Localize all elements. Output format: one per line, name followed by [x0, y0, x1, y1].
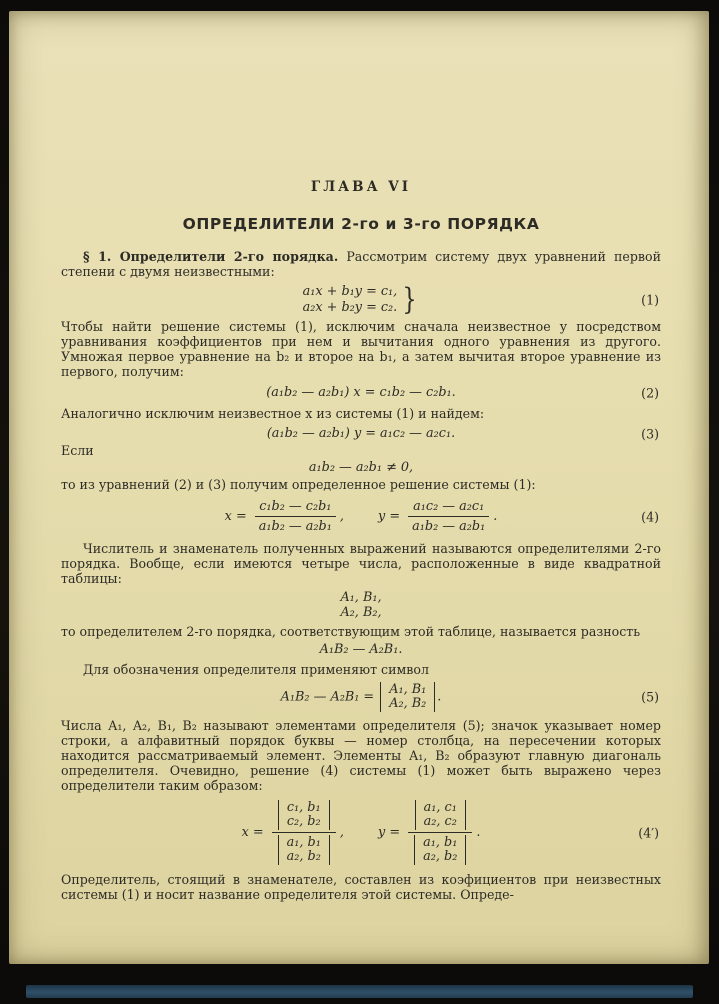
eq4p-y-den-row-1: a₁, b₁ [423, 835, 458, 850]
equation-3-body: (a₁b₂ — a₂b₁) y = a₁c₂ — a₂c₁. [266, 426, 456, 441]
system-brace: } [402, 281, 417, 317]
eq5-det-row-2: A₂, B₂ [389, 696, 427, 711]
page-title: ОПРЕДЕЛИТЕЛИ 2-го и 3-го ПОРЯДКА [182, 215, 540, 233]
paragraph-8: Для обозначения определителя применяют символ [83, 662, 429, 677]
eq4p-period: . [476, 825, 481, 840]
equation-2-number: (2) [641, 385, 659, 400]
eq4p-y-num-row-2: a₂, c₂ [423, 814, 457, 829]
equation-1-line-2: a₂x + b₂y = c₂. [302, 300, 398, 315]
eq4-x-lhs: x = [224, 509, 247, 524]
paragraph-2: Чтобы найти решение системы (1), исключим сначала неизвестное y посредством уравнивания коэффициентов при нем и вычитания одного уравнения из другого. Умножая первое уравнение на b₂ и второе на b₁, а затем вычитая второе уравнение из первого, получим: [61, 319, 661, 379]
eq4p-y-num-row-1: a₁, c₁ [423, 800, 457, 815]
eq4p-x-num-determinant [278, 800, 330, 830]
eq4-y-numerator: a₁c₂ — a₂c₁ [408, 499, 489, 517]
eq4p-y-numerator [408, 800, 472, 833]
equation-3 [61, 426, 661, 441]
paragraph-1 [61, 249, 661, 279]
eq4-y-fraction [408, 499, 489, 534]
paragraph-3: Аналогично исключим неизвестное x из системы (1) и найдем: [61, 406, 485, 421]
paragraph-5: то из уравнений (2) и (3) получим определенное решение системы (1): [61, 477, 536, 492]
equation-4-prime [61, 800, 661, 865]
equation-2-body: (a₁b₂ — a₂b₁) x = c₁b₂ — c₂b₁. [266, 385, 456, 400]
equation-1 [61, 281, 661, 317]
equation-5-number: (5) [641, 689, 659, 705]
eq4p-y-den-determinant [414, 835, 466, 865]
eq5-determinant [380, 682, 435, 712]
eq4p-x-fraction [272, 800, 336, 865]
eq4p-y-den-row-2: a₂, b₂ [423, 849, 458, 864]
eq4-x-denominator: a₁b₂ — a₂b₁ [258, 519, 332, 534]
eq4-y-lhs: y = [378, 509, 401, 524]
equation-nonzero-condition [61, 460, 661, 475]
chapter-heading: ГЛАВА VI [310, 179, 412, 195]
equation-5 [61, 682, 661, 712]
eq5-lhs: A₁B₂ — A₂B₁ = [280, 689, 375, 705]
eq4p-comma: , [339, 825, 344, 840]
number-table [61, 590, 661, 620]
eq4p-x-numerator [272, 800, 336, 833]
eq4-period: . [493, 509, 498, 524]
difference-body: A₁B₂ — A₂B₁. [319, 642, 403, 657]
equation-1-line-1: a₁x + b₁y = c₁, [302, 284, 398, 299]
table-row-1: A₁, B₁, [340, 590, 382, 605]
eq4p-x-den-determinant [278, 835, 330, 865]
eq4p-x-num-row-2: c₂, b₂ [286, 814, 321, 829]
eq4p-x-denominator [272, 833, 336, 865]
equation-system [302, 281, 420, 317]
eq4p-x-den-row-2: a₂, b₂ [286, 849, 321, 864]
paragraph-9: Числа A₁, A₂, B₁, B₂ называют элементами определителя (5); значок указывает номер строки, а алфавитный порядок буквы — номер столбца, на пересечении которых находится рассматриваемый элемент. Элементы A₁, B₂ образуют главную диагональ определителя. Очевидно, решение (4) системы (1) может быть выражено через определители таким образом: [61, 718, 661, 793]
paragraph-6: Числитель и знаменатель полученных выражений называются определителями 2-го порядка. Вообще, если имеются четыре числа, расположенные в виде квадратной таблицы: [61, 541, 661, 586]
table-row-2: A₂, B₂, [340, 605, 382, 620]
eq4p-y-fraction [408, 800, 472, 865]
equation-4-number: (4) [641, 509, 659, 524]
eq5-period: . [437, 689, 442, 705]
book-cover-strip [26, 985, 693, 998]
nonzero-condition-body: a₁b₂ — a₂b₁ ≠ 0, [308, 460, 414, 475]
eq4p-x-den-row-1: a₁, b₁ [286, 835, 321, 850]
paragraph-10: Определитель, стоящий в знаменателе, составлен из коэфициентов при неизвестных системы (1) и носит название определителя этой системы. Опреде- [61, 872, 661, 902]
eq4-comma: , [339, 509, 344, 524]
equation-4-prime-number: (4′) [638, 825, 659, 840]
eq5-det-row-1: A₁, B₁ [389, 682, 427, 697]
eq4-x-numerator: c₁b₂ — c₂b₁ [255, 499, 336, 517]
paragraph-7: то определителем 2-го порядка, соответствующим этой таблице, называется разность [61, 624, 641, 639]
eq4p-x-num-row-1: c₁, b₁ [286, 800, 321, 815]
system-lines [303, 284, 398, 315]
eq4p-y-denominator [408, 833, 472, 865]
table-rows [340, 590, 381, 620]
eq4p-y-lhs: y = [378, 825, 401, 840]
equation-4 [61, 499, 661, 534]
eq4p-y-num-determinant [415, 800, 466, 830]
eq4p-x-lhs: x = [241, 825, 264, 840]
section-heading: § 1. Определители 2-го порядка. [83, 249, 339, 264]
difference-expression [61, 642, 661, 657]
paragraph-1-text: Рассмотрим систему двух уравнений первой степени с двумя неизвестными: [61, 249, 661, 279]
eq4-y-denominator: a₁b₂ — a₂b₁ [412, 519, 486, 534]
equation-3-number: (3) [641, 426, 659, 441]
page-paper [9, 11, 709, 964]
equation-1-number: (1) [641, 292, 659, 307]
equation-2 [61, 385, 661, 400]
eq4-x-fraction [255, 499, 336, 534]
book-bottom-edge [0, 964, 719, 1004]
paragraph-4: Если [61, 443, 94, 458]
